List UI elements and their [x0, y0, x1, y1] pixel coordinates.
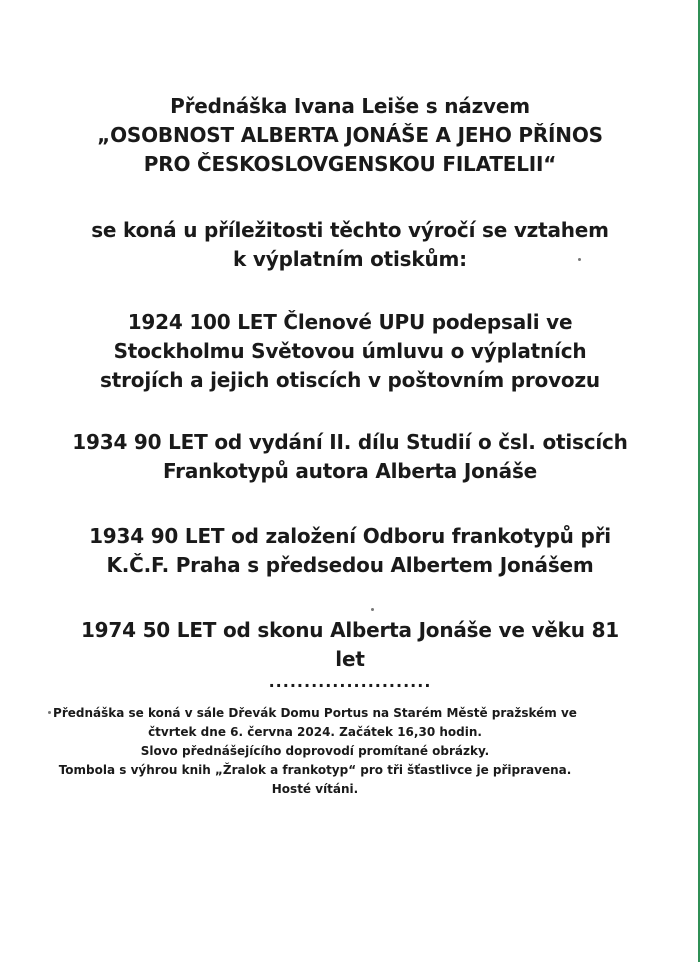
- info-line-venue: Přednáška se koná v sále Dřevák Domu Portus na Starém Městě pražském ve: [53, 706, 577, 720]
- scan-speck: [578, 258, 581, 261]
- info-line-welcome: Hosté vítáni.: [271, 782, 359, 796]
- lecture-title: [0, 92, 700, 179]
- title-line-3: PRO ČESKOSLOVGENSKOU FILATELII“: [143, 152, 557, 176]
- scan-speck: [371, 608, 374, 611]
- anniversary-line: strojích a jejich otiscích v poštovním provozu: [100, 368, 600, 392]
- anniversary-line: Stockholmu Světovou úmluvu o výplatních: [113, 339, 587, 363]
- anniversary-line: 1974 50 LET od skonu Alberta Jonáše ve věku 81: [80, 618, 620, 642]
- occasion-line-1: se koná u příležitosti těchto výročí se vztahem: [91, 218, 609, 242]
- info-line-pictures: Slovo přednášejícího doprovodí promítané obrázky.: [140, 744, 490, 758]
- occasion-line-2: k výplatním otiskům:: [233, 247, 467, 271]
- anniversary-item: [0, 616, 700, 674]
- anniversary-item: [0, 308, 700, 395]
- info-line-date: čtvrtek dne 6. června 2024. Začátek 16,30 hodin.: [148, 725, 482, 739]
- anniversary-line: 1934 90 LET od vydání II. dílu Studií o čsl. otiscích: [72, 430, 628, 454]
- occasion-text: [0, 216, 700, 274]
- anniversary-line: Frankotypů autora Alberta Jonáše: [162, 459, 538, 483]
- scan-speck: [48, 711, 51, 714]
- anniversary-line: let: [335, 647, 365, 671]
- anniversary-item: [0, 522, 700, 580]
- anniversary-line: 1934 90 LET od založení Odboru frankotypů při: [89, 524, 611, 548]
- anniversary-item: [0, 428, 700, 486]
- separator-dots: .......................: [268, 672, 432, 691]
- anniversary-line: 1924 100 LET Členové UPU podepsali ve: [127, 310, 573, 334]
- title-line-2: „OSOBNOST ALBERTA JONÁŠE A JEHO PŘÍNOS: [97, 123, 603, 147]
- event-info: [0, 704, 630, 799]
- anniversary-line: K.Č.F. Praha s předsedou Albertem Jonášem: [106, 553, 594, 577]
- info-line-tombola: Tombola s výhrou knih „Žralok a frankotyp“ pro tři šťastlivce je připravena.: [58, 763, 572, 777]
- title-line-1: Přednáška Ivana Leiše s názvem: [170, 94, 530, 118]
